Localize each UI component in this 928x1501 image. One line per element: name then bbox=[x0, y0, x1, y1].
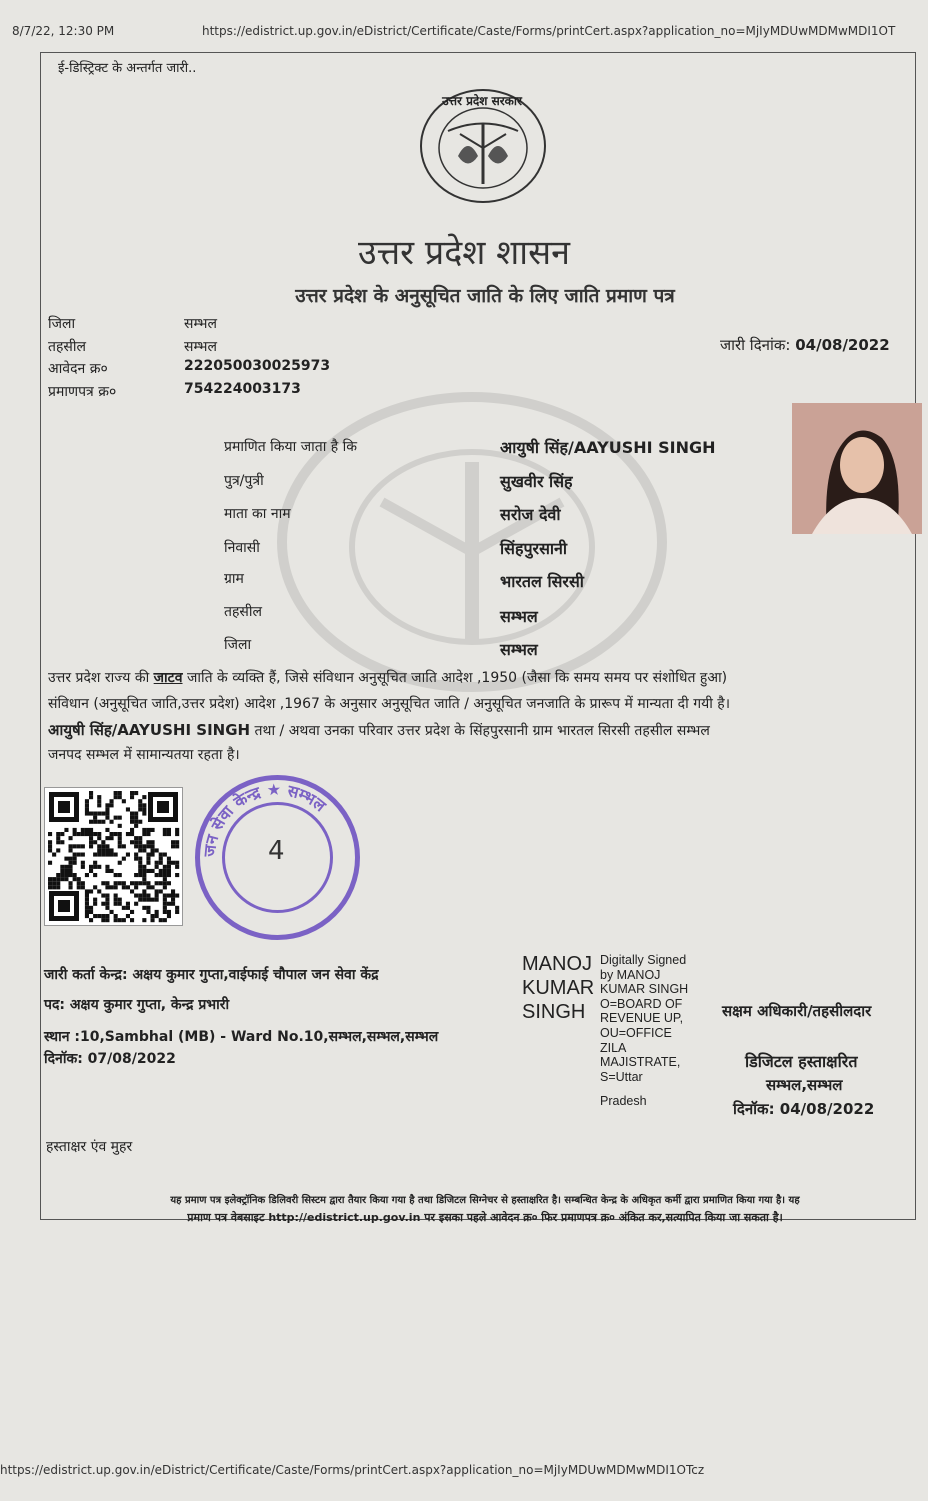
meta-label-district: जिला bbox=[48, 316, 76, 332]
detail-value-tehsil: सम्भल bbox=[500, 607, 538, 626]
signature-detail-line: KUMAR SINGH bbox=[600, 982, 689, 997]
meta-label-certificate-no: प्रमाणपत्र क्र० bbox=[48, 384, 117, 400]
issuer-date: दिनॉक: 07/08/2022 bbox=[44, 1051, 176, 1067]
meta-label-application-no: आवेदन क्र० bbox=[48, 361, 108, 377]
detail-value-name: आयुषी सिंह/AAYUSHI SINGH bbox=[500, 438, 716, 457]
signature-detail-line: MAJISTRATE, bbox=[600, 1055, 681, 1070]
meta-value-certificate-no: 754224003173 bbox=[184, 381, 301, 397]
detail-label-mother: माता का नाम bbox=[224, 506, 291, 522]
body-line-3-rest: तथा / अथवा उनका परिवार उत्तर प्रदेश के सिंहपुरसानी ग्राम भारतल सिरसी तहसील सम्भल bbox=[254, 723, 710, 739]
signature-detail-line bbox=[600, 1084, 688, 1094]
print-datetime: 8/7/22, 12:30 PM bbox=[12, 24, 115, 38]
body-line-1 bbox=[48, 668, 727, 687]
meta-value-tehsil: सम्भल bbox=[184, 339, 217, 355]
signature-detail-line: O=BOARD OF bbox=[600, 996, 683, 1011]
signature-detail-line: Pradesh bbox=[600, 1094, 647, 1109]
signature-detail-line: Digitally Signed bbox=[600, 953, 687, 967]
authority-date: दिनॉक: 04/08/2022 bbox=[733, 1100, 875, 1118]
detail-value-resident: सिंहपुरसानी bbox=[500, 539, 568, 558]
digital-signed-label: डिजिटल हस्ताक्षरित bbox=[745, 1052, 858, 1071]
issuer-post: पद: अक्षय कुमार गुप्ता, केन्द्र प्रभारी bbox=[44, 997, 230, 1013]
signature-detail-line: OU=OFFICE bbox=[600, 1025, 672, 1040]
signature-detail-line: by MANOJ bbox=[600, 967, 661, 982]
body-applicant-name: आयुषी सिंह/AAYUSHI SINGH bbox=[48, 721, 251, 739]
issue-date-label: जारी दिनांक: bbox=[720, 336, 791, 354]
issuer-place: स्थान :10,Sambhal (MB) - Ward No.10,सम्भल,सम्भल,सम्भल bbox=[44, 1029, 439, 1045]
authority-place: सम्भल,सम्भल bbox=[766, 1076, 843, 1094]
authority-title: सक्षम अधिकारी/तहसीलदार bbox=[722, 1002, 872, 1020]
detail-label-village: ग्राम bbox=[224, 571, 244, 587]
emblem-text: उत्तर प्रदेश सरकार bbox=[442, 94, 522, 108]
stamp-text: जन सेवा केन्द्र ★ सम्भल bbox=[200, 780, 330, 858]
qr-code bbox=[44, 787, 183, 926]
detail-value-village: भारतल सिरसी bbox=[500, 572, 584, 591]
signer-name-line: MANOJ bbox=[522, 953, 592, 975]
signer-name bbox=[522, 952, 594, 1024]
issuer-center: जारी कर्ता केन्द्र: अक्षय कुमार गुप्ता,वाईफाई चौपाल जन सेवा केंद्र bbox=[44, 967, 379, 983]
body-line-1-start: उत्तर प्रदेश राज्य की bbox=[48, 670, 150, 686]
footer-note bbox=[55, 1192, 915, 1226]
detail-value-district: सम्भल bbox=[500, 640, 538, 659]
qr-code-icon bbox=[45, 788, 182, 925]
body-line-1-end: जाति के व्यक्ति हैं, जिसे संविधान अनुसूचित जाति आदेश ,1950 (जैसा कि समय समय पर संशोधित हुआ) bbox=[186, 670, 728, 686]
detail-value-father: सुखवीर सिंह bbox=[500, 472, 573, 491]
caste-name: जाटव bbox=[153, 670, 183, 686]
detail-label-tehsil: तहसील bbox=[224, 604, 262, 620]
signer-name-line: SINGH bbox=[522, 1001, 586, 1023]
detail-value-mother: सरोज देवी bbox=[500, 505, 561, 524]
signature-detail-line: ZILA bbox=[600, 1040, 627, 1055]
applicant-photo bbox=[792, 403, 922, 534]
body-line-2: संविधान (अनुसूचित जाति,उत्तर प्रदेश) आदेश ,1967 के अनुसार अनुसूचित जाति / अनुसूचित जनजाति के प्रारूप में मान्यता दी गयी है। bbox=[48, 696, 731, 712]
detail-label-certified: प्रमाणित किया जाता है कि bbox=[224, 439, 358, 455]
certificate-title: उत्तर प्रदेश शासन bbox=[358, 233, 570, 273]
seal-stamp bbox=[195, 775, 360, 940]
footer-note-line-2: प्रमाण पत्र वेबसाइट http://edistrict.up.gov.in पर इसका पहले आवेदन क्र० फिर प्रमाणपत्र क्र० अंकित कर,सत्यापित किया जा सकता है। bbox=[187, 1211, 783, 1224]
issued-under: ई-डिस्ट्रिक्ट के अन्तर्गत जारी.. bbox=[58, 61, 197, 76]
body-line-4: जनपद सम्भल में सामान्यतया रहता है। bbox=[48, 747, 240, 763]
issue-date: 04/08/2022 bbox=[795, 336, 890, 354]
meta-value-application-no: 222050030025973 bbox=[184, 358, 331, 374]
print-footer-url: https://edistrict.up.gov.in/eDistrict/Certificate/Caste/Forms/printCert.aspx?application_no=MjIyMDUwMDMwMDI1OTcz bbox=[0, 1463, 705, 1477]
signer-name-line: KUMAR bbox=[522, 977, 595, 999]
signature-detail bbox=[600, 953, 688, 1109]
sign-and-seal-label: हस्ताक्षर एंव मुहर bbox=[46, 1139, 133, 1155]
signature-detail-line: REVENUE UP, bbox=[600, 1011, 684, 1026]
detail-label-district: जिला bbox=[224, 637, 252, 653]
signature-detail-line: S=Uttar bbox=[600, 1069, 643, 1084]
footer-note-line-1: यह प्रमाण पत्र इलेक्ट्रॉनिक डिलिवरी सिस्टम द्वारा तैयार किया गया है तथा डिजिटल सिग्नेचर से हस्ताक्षरित है। सम्बन्धित केन्द्र के अधिकृत कर्मी द्वारा प्रमाणित किया गया है। यह bbox=[170, 1195, 800, 1206]
meta-label-tehsil: तहसील bbox=[48, 339, 86, 355]
svg-text:जन सेवा केन्द्र ★ सम्भल bbox=[200, 780, 331, 858]
certificate-subtitle: उत्तर प्रदेश के अनुसूचित जाति के लिए जाति प्रमाण पत्र bbox=[295, 285, 675, 307]
stamp-mark: 4 bbox=[268, 836, 285, 866]
detail-label-child-of: पुत्र/पुत्री bbox=[224, 473, 264, 489]
meta-value-district: सम्भल bbox=[184, 316, 217, 332]
detail-label-resident: निवासी bbox=[224, 540, 260, 556]
print-url: https://edistrict.up.gov.in/eDistrict/Certificate/Caste/Forms/printCert.aspx?application_no=MjIyMDUwMDMwMDI1OT bbox=[202, 24, 896, 38]
body-line-3 bbox=[48, 720, 710, 740]
person-icon bbox=[792, 403, 922, 534]
